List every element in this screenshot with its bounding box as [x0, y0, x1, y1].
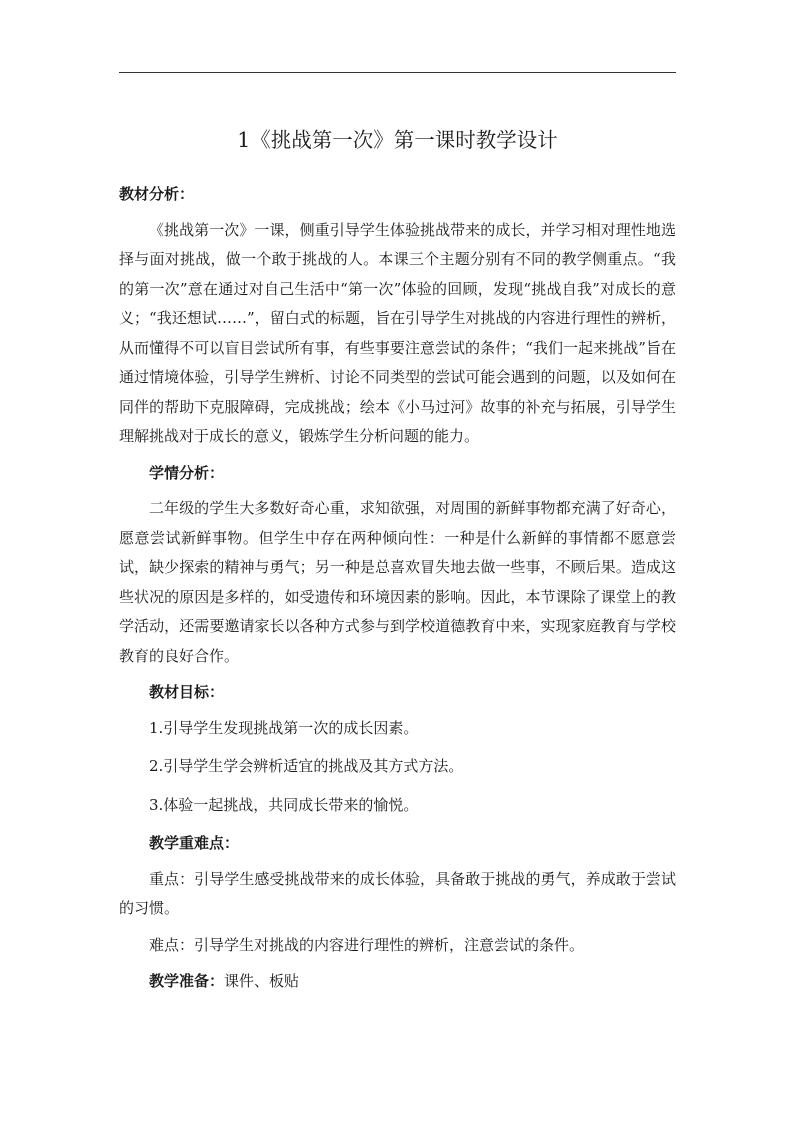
material-analysis-heading: 教材分析： — [119, 185, 195, 203]
preparation-value: 课件、板贴 — [224, 972, 300, 990]
objective-item: 1.引导学生发现挑战第一次的成长因素。 — [149, 718, 419, 737]
key-point-text: 重点：引导学生感受挑战带来的成长体验，具备敢于挑战的勇气，养成敢于尝试的习惯。 — [119, 869, 676, 917]
student-analysis-text: 二年级的学生大多数好奇心重，求知欲强，对周围的新鲜事物都充满了好奇心，愿意尝试新鲜事物。但学生中存在两种倾向性：一种是什么新鲜的事情都不愿意尝试，缺少探索的精神与勇气；另一种是总喜欢冒失地去做一些事，不顾后果。造成这些状况的原因是多样的，如受遗传和环境因素的影响。因此，本节课除了课堂上的教学活动，还需要邀请家长以各种方式参与到学校道德教育中来，实现家庭教育与学校教育的良好合作。 — [119, 499, 676, 665]
key-points-heading: 教学重难点： — [149, 834, 240, 852]
preparation-line — [119, 967, 676, 997]
preparation-label: 教学准备： — [149, 972, 225, 990]
objectives-list — [119, 714, 676, 821]
document-body — [119, 180, 676, 997]
difficulty-text: 难点：引导学生对挑战的内容进行理性的辨析，注意尝试的条件。 — [149, 935, 585, 954]
objective-item: 2.引导学生学会辨析适宜的挑战及其方式方法。 — [149, 757, 464, 775]
objectives-heading: 教材目标： — [149, 683, 225, 701]
student-analysis-heading: 学情分析： — [149, 463, 225, 482]
objective-item: 3.体验一起挑战，共同成长带来的愉悦。 — [149, 795, 419, 814]
material-analysis-text: 《挑战第一次》一课，侧重引导学生体验挑战带来的成长，并学习相对理性地选择与面对挑战，做一个敢于挑战的人。本课三个主题分别有不同的教学侧重点。“我的第一次”意在通过对自己生活中“第一次”体验的回顾，发现“挑战自我”对成长的意义；“我还想试……”，留白式的标题，旨在引导学生对挑战的内容进行理性的辨析，从而懂得不可以盲目尝试所有事，有些事要注意尝试的条件；“我们一起来挑战”旨在通过情境体验，引导学生辨析、讨论不同类型的尝试可能会遇到的问题，以及如何在同伴的帮助下克服障碍，完成挑战；绘本《小马过河》故事的补充与拓展，引导学生理解挑战对于成长的意义，锻炼学生分析问题的能力。 — [119, 220, 676, 445]
header-rule — [119, 72, 676, 73]
page-title: 1《挑战第一次》第一课时教学设计 — [237, 128, 558, 152]
